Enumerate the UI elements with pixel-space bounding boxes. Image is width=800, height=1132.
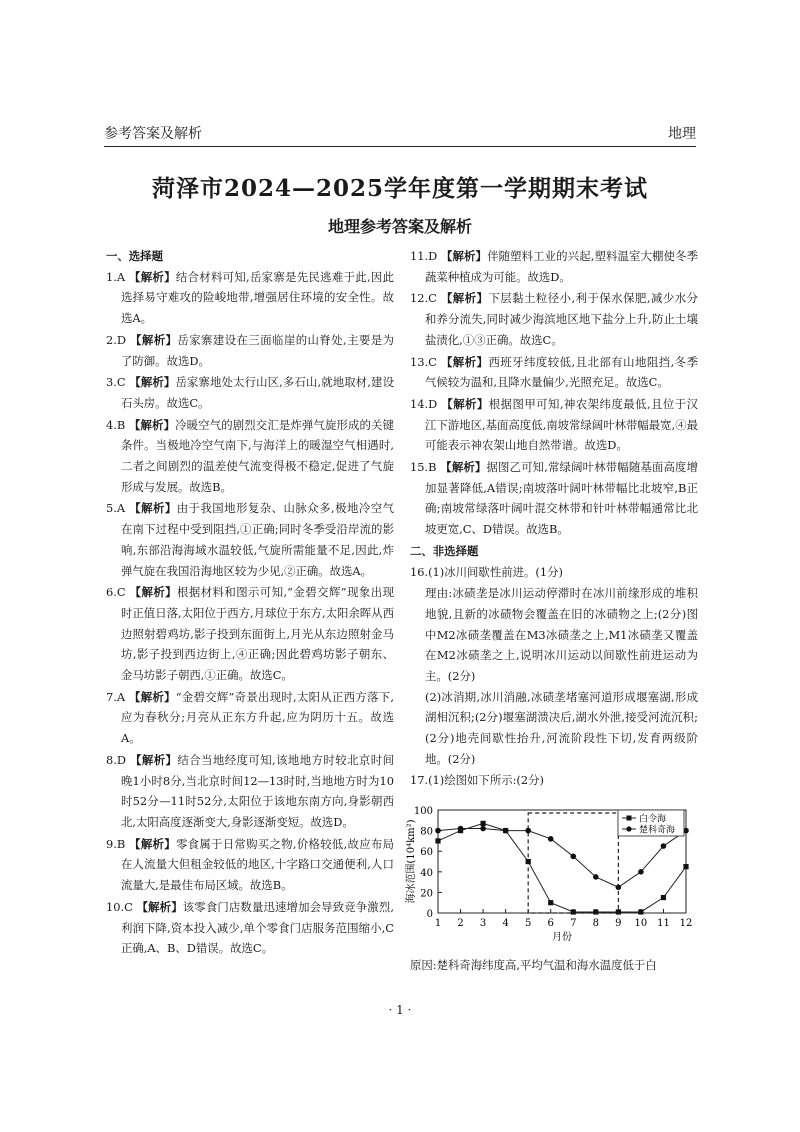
data-point <box>661 895 666 900</box>
answer-item <box>410 352 698 393</box>
answer-text: 岳家寨建设在三面临崖的山脊处,主要是为了防御。故选D。 <box>121 332 394 368</box>
x-tick-label: 1 <box>434 918 442 929</box>
answer-item <box>106 750 394 833</box>
data-point <box>593 909 598 914</box>
data-point <box>570 854 576 860</box>
answer-tag: 【解析】 <box>129 417 176 432</box>
data-point <box>571 909 576 914</box>
answer-text: 结合材料可知,岳家寨是先民逃难于此,因此选择易守难攻的险峻地带,增强居住环境的安全性。故选A。 <box>121 269 394 326</box>
x-tick-label: 2 <box>457 918 464 929</box>
sea-ice-chart <box>404 796 700 952</box>
answer-tag: 【解析】 <box>440 291 489 306</box>
answer-text: 结合当地经度可知,该地地方时较北京时间晚1小时8分,当北京时间12—13时时,当地地方时为10时52分—11时52分,太阳位于该地东南方向,身影朝西北,太阳高度逐渐变大,身影逐渐变短。故选D。 <box>121 752 394 829</box>
data-point <box>661 843 667 849</box>
x-tick-label: 3 <box>479 918 487 929</box>
legend-marker <box>627 816 632 821</box>
answer-text: 该零食门店数量迅速增加会导致竞争激烈,利润下降,资本投入减少,单个零食门店服务范围缩小,C正确,A、B、D错误。故选C。 <box>121 899 394 956</box>
answer-number: 1.A <box>106 269 130 284</box>
x-tick-label: 4 <box>502 918 509 929</box>
data-point <box>435 838 440 843</box>
answer-item <box>106 267 394 329</box>
q16-reason: 理由:冰碛垄是冰川运动停滞时在冰川前缘形成的堆积地貌,且新的冰碛物会覆盖在旧的冰碛物之上;(2分)图中M2冰碛垄覆盖在M3冰碛垄之上,M1冰碛垄又覆盖在M2冰碛垄之上,说明冰川运动以间歇性前进运动为主。(2分) <box>425 586 698 684</box>
page-number: · 1 · <box>388 1003 412 1017</box>
data-point <box>593 874 599 880</box>
sea-ice-chart-svg <box>404 796 700 952</box>
data-point <box>480 826 486 832</box>
answer-number: 13.C <box>410 354 441 369</box>
y-tick-label: 60 <box>420 847 433 859</box>
answer-number: 9.B <box>106 836 130 851</box>
answer-tag: 【解析】 <box>136 899 183 914</box>
answer-number: 10.C <box>106 899 137 914</box>
data-point <box>458 826 464 832</box>
answer-item <box>106 330 394 371</box>
answer-number: 2.D <box>106 332 131 347</box>
answer-tag: 【解析】 <box>441 249 488 263</box>
answer-number: 3.C <box>106 375 130 390</box>
answer-item <box>106 415 394 498</box>
answer-tag: 【解析】 <box>129 269 176 284</box>
legend-label: 楚科奇海 <box>639 825 676 836</box>
answer-tag: 【解析】 <box>129 375 176 390</box>
data-point <box>548 900 553 905</box>
header-left: 参考答案及解析 <box>104 126 202 142</box>
answer-tag: 【解析】 <box>440 354 489 369</box>
answer-number: 11.D <box>410 249 441 263</box>
x-axis-label: 月份 <box>552 932 572 943</box>
y-tick-label: 20 <box>420 888 433 900</box>
page-subtitle: 地理参考答案及解析 <box>327 217 472 236</box>
answer-item <box>410 394 698 456</box>
x-tick-label: 9 <box>615 918 622 929</box>
answer-item <box>106 372 394 413</box>
answer-number: 5.A <box>106 501 130 516</box>
legend-label: 白令海 <box>639 814 667 825</box>
answer-tag: 【解析】 <box>440 460 487 475</box>
y-tick-label: 0 <box>426 909 433 920</box>
answer-tag: 【解析】 <box>129 689 176 704</box>
answer-tag: 【解析】 <box>129 501 177 516</box>
x-tick-label: 10 <box>634 918 648 929</box>
answer-item <box>106 687 394 749</box>
answer-item <box>410 457 698 540</box>
q16-part2: (2)冰消期,冰川消融,冰碛垄堵塞河道形成堰塞湖,形成湖相沉积;(2分)堰塞湖溃决后,湖水外泄,接受河流沉积;(2分)地壳间歇性抬升,河流阶段性下切,发育两级阶地。(2分) <box>425 689 698 766</box>
answer-item <box>106 897 394 959</box>
x-tick-label: 6 <box>547 918 554 929</box>
answer-number: 8.D <box>106 752 131 767</box>
answer-text: 西班牙纬度较低,且北部有山地阻挡,冬季气候较为温和,且降水量偏少,光照充足。故选C。 <box>425 354 698 390</box>
answer-item <box>106 498 394 581</box>
answer-number: 7.A <box>106 689 130 704</box>
answer-text: 冷暖空气的剧烈交汇是炸弹气旋形成的关键条件。当极地冷空气南下,与海洋上的暖湿空气相遇时,二者之间剧烈的温差使气流变得极不稳定,促进了气旋形成与发展。故选B。 <box>121 417 394 494</box>
data-point <box>638 869 644 875</box>
left-column <box>106 246 394 960</box>
data-point <box>480 821 485 826</box>
data-point <box>525 828 531 834</box>
answer-item <box>106 834 394 896</box>
x-tick-label: 11 <box>657 918 670 929</box>
x-tick-label: 12 <box>679 918 693 929</box>
answer-item <box>106 582 394 686</box>
section-choice: 一、选择题 <box>106 249 163 263</box>
answer-number: 4.B <box>106 417 129 432</box>
answer-text: 零食属于日常购买之物,价格较低,故应布局在人流量大但租金较低的地区,十字路口交通便利,人口流量大,是最佳布局区域。故选B。 <box>121 836 394 893</box>
page-header <box>104 120 696 147</box>
answer-number: 12.C <box>410 291 441 306</box>
answer-text: “金碧交辉”奇景出现时,太阳从正西方落下,应为春秋分;月亮从正东方升起,应为阴历十五。故选A。 <box>121 689 395 746</box>
y-axis-label: 海冰范围(10⁴km²) <box>406 819 417 904</box>
header-right: 地理 <box>668 126 696 142</box>
answer-text: 根据图甲可知,神农架纬度最低,且位于汉江下游地区,基面高度低,南坡常绿阔叶林带幅最宽,④最可能表示神农架山地自然带谱。故选D。 <box>425 396 698 453</box>
left-items <box>106 267 394 959</box>
highlight-box <box>528 813 618 913</box>
data-point <box>638 909 643 914</box>
answer-tag: 【解析】 <box>129 585 178 600</box>
x-tick-label: 5 <box>524 918 532 929</box>
data-point <box>503 828 509 834</box>
x-tick-label: 7 <box>570 918 577 929</box>
y-tick-label: 100 <box>413 806 433 817</box>
q17-part1: 17.(1)绘图如下所示:(2分) <box>410 772 544 787</box>
answer-text: 根据材料和图示可知,“金碧交辉”现象出现时正值日落,太阳位于西方,月球位于东方,太阳余晖从西边照射碧鸡坊,影子投到东面街上,月光从东边照射金马坊,影子投到西边街上,④正确;因此碧鸡坊影子朝东、金马坊影子朝西,①正确。故选C。 <box>121 585 394 683</box>
right-column <box>410 246 698 791</box>
answer-tag: 【解析】 <box>130 332 178 347</box>
data-point <box>526 859 531 864</box>
answer-tag: 【解析】 <box>129 836 176 851</box>
answer-text: 岳家寨地处太行山区,多石山,就地取材,建设石头房。故选C。 <box>121 375 394 410</box>
page-title: 菏泽市2024—2025学年度第一学期期末考试 <box>151 175 649 202</box>
answer-number: 6.C <box>106 585 130 600</box>
answer-text: 据图乙可知,常绿阔叶林带幅随基面高度增加显著降低,A错误;南坡落叶阔叶林带幅比北坡窄,B正确;南坡常绿落叶阔叶混交林带和针叶林带幅通常比北坡更宽,C、D错误。故选B。 <box>425 460 698 537</box>
data-point <box>548 836 554 842</box>
data-point <box>616 909 621 914</box>
answer-number: 15.B <box>410 460 441 475</box>
answer-text: 由于我国地形复杂、山脉众多,极地冷空气在南下过程中受到阻挡,①正确;同时冬季受沿岸流的影响,东部沿海海域水温较低,气旋所需能量不足,因此,炸弹气旋在我国沿海地区较为少见,②正确。故选A。 <box>121 501 394 578</box>
q17-reason: 原因:楚科奇海纬度高,平均气温和海水温度低于白 <box>410 958 657 972</box>
answer-tag: 【解析】 <box>441 396 489 411</box>
data-point <box>435 828 441 834</box>
section-nonchoice: 二、非选择题 <box>410 543 479 558</box>
x-tick-label: 8 <box>592 918 600 929</box>
answer-item <box>410 288 698 350</box>
y-tick-label: 80 <box>420 826 433 838</box>
answer-number: 14.D <box>410 396 442 411</box>
q16-part1: 16.(1)冰川间歇性前进。(1分) <box>410 564 563 579</box>
answer-item <box>410 246 698 287</box>
answer-text: 下层黏土粒径小,利于保水保肥,减少水分和养分流失,同时减少海滨地区地下盐分上升,防止土壤盐渍化,①③正确。故选C。 <box>425 291 698 347</box>
series-line <box>438 829 686 888</box>
answer-tag: 【解析】 <box>130 752 178 767</box>
legend-marker <box>626 826 631 831</box>
series-line <box>438 823 686 912</box>
y-tick-label: 40 <box>420 867 433 879</box>
answer-text: 伴随塑料工业的兴起,塑料温室大棚使冬季蔬菜种植成为可能。故选D。 <box>425 249 698 284</box>
data-point <box>616 884 622 890</box>
right-items <box>410 246 698 540</box>
data-point <box>683 864 688 869</box>
